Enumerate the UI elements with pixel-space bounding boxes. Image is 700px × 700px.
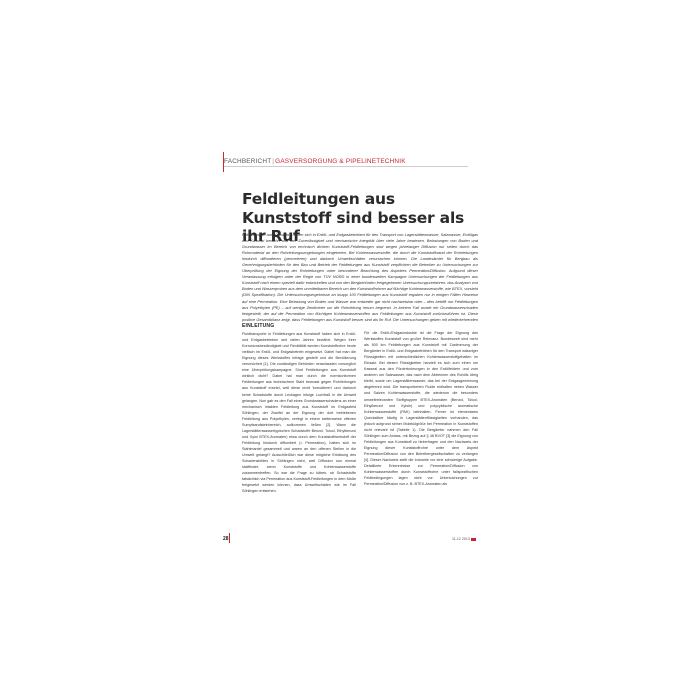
issue-date: 11-12 2013 — [452, 537, 470, 541]
publisher-logo-icon — [471, 538, 476, 541]
section-label: FACHBERICHT|GASVERSORGUNG & PIPELINETECHNIK — [224, 158, 406, 165]
section-category: FACHBERICHT — [224, 158, 272, 165]
article-title: Feldleitungen aus Kunststoff sind besser als ihr Ruf — [242, 190, 465, 245]
section-subcategory: GASVERSORGUNG & PIPELINETECHNIK — [275, 158, 406, 165]
section-rule — [224, 166, 468, 167]
issue-info — [452, 537, 476, 541]
page-number-rule — [229, 533, 230, 543]
body-text-left: Fluidtransporte in Feldleitungen aus Kunststoff haben sich in Erdöl- und Erdgasbetrieben seit vielen Jahren bewährt. Wegen ihrer Korrosionsbeständigkeit und Flexibilität werden Kunststoffrohre heute vielfach im Erdöl- und Erdgasbetrieb eingesetzt. Dabei hat man die Eignung dieses Werkstoffes infrage gestellt und die Bevölkerung verunsichert [1]. Die zuständigen Behörden veranlassten vorsorglich eine Überprüfungskampagne. Sind Feldleitungen aus Kunststoff wirklich dicht? Dabei hat man durch die normkonformen Feldleitungen aus technischem Stahl bewusst gegen Rohrleitungen aus Kunststoff ersetzt, weil diese nicht 'korrodieren' und dadurch keine Schadstoffe durch Leckagen infolge Lochfraß in die Umwelt gelangen. Nun gab es den Fall eines Grundwasserschadens an einer mechanisch intakten Feldleitung aus Kunststoff im Erdgasfeld Söhlingen, der Zweifel an der Eignung der dort betriebenen Feldleitung aus Polyethylen, verlegt in einem stellenweise offenen Sumpfsandsteinbereich, aufkommen ließen [2]. Wann die Lagerstättenwassertypischen Schadstoffe Benzol, Toluol, Ethylbenzol und Xylol BTEX-Aromaten) etwa durch dem Kunststoffwerkstoff der Feldleitung hindurch diffundiert (= Permeation), hatten sich im Stahlmantel gesammelt und waren an den offenen Stellen in die Umwelt gelangt? Ausschließlich war diese mögliche Erklärung des Schadensbildes in Söhlingen nicht, weil Diffusion nun einmal stattfindet, wenn Kunststoffe und Kohlenwasserstoffe zusammentreffen. So war die Frage zu klären, ob Schadstoffe tatsächlich via Permeation aus Kunststoff-Feldleitungen in dem Maße freigesetzt werden können, dass Umweltschäden wie im Fall Söhlingen entstehen. — [242, 332, 356, 494]
page-number: 28 — [223, 536, 229, 542]
article-lead: Feldleitungen aus Kunststoff haben sich in Erdöl- und Erdgasbetrieben für den Transport von Lagerstättenwasser, Salzwasser, Erdölgas und Kasseal bewährt und ihre Zuverlässigkeit und mechanische Integrität über viele Jahre bewiesen. Belastungen von Boden und Grundwasser im Bereich von technisch dichten Kunststoff-Feldleitungen sind wegen jahrelanger Diffusion nur selten durch das Rohrmaterial an den Rohrleitungsumgebungen eingetreten. Bei Kohlenwasserstoffe, die durch die Kunststoffwand der Rohrleitungen hindurch diffundieren (permeieren) und dadurch Umweltschäden verursachen können. Die Landesämter für Bergbau als Genehmigungsbehörden für den Bau und Betrieb der Feldleitungen aus Kunststoff verpflichten die Betreiber zu Untersuchungen zur Überprüfung der Eignung der Rohrleitungen unter besonderer Beachtung des Aspektes Permeation/Diffusion. Aufgrund dieser Veranlassung erfolgten unter der Regie von TÜV NORD in einer bundesweiten Kampagne Untersuchungen der Feldleitungen aus Kunststoff nach einem speziell dafür entwickelten und von den Bergbehörden freigegebenen Untersuchungsverfahren, das Analysen von Boden und Wasserproben aus dem unmittelbaren Bereich um den Kunststoffrohren auf flüchtige Kohlenwasserstoffe, wie BTEX, vorsieht (DIN Spezifikation). Die Untersuchungsergebnisse an knapp 100 Feldleitungen aus Kunststoff ergaben nur in einigen Fällen Hinweise auf eine Permeation. Eine Belastung von Boden und Wasser war entweder gar nicht nachweisbar oder – dies betrifft nur Feldleitungen aus Polyethylen (PE) – auf wenige Zentimeter um die Rohrleitung herum begrenzt. In keinem Fall wurde ein Grundwasserschaden festgestellt, der auf die Permeation von flüchtigen Kohlenwasserstoffen aus Feldleitungen aus Kunststoff zurückzuführen ist. Diese positive Gesamtbilanz zeigt, dass Feldleitungen aus Kunststoff besser sind als ihr Ruf. Die Untersuchungen geben mit wiederkehrenden — [242, 232, 478, 322]
section-heading: EINLEITUNG — [242, 323, 275, 329]
body-column-right — [364, 330, 478, 520]
body-text-right: Für die Erdöl-/Erdgasindustrie ist die Frage der Eignung des Werkstoffes Kunststoff von großer Relevanz. Bundesweit sind mehr als 500 km Feldleitungen aus Kunststoff mit Zustimmung der Bergämter in Erdöl- und Erdgasbetrieben für den Transport wässriger Flüssigkeiten mit unterschiedlichen Kohlenwasserstoffgehalten im Einsatz. Bei diesen Flüssigkeiten handelt es sich zum einen um Kasseal aus den Förderbohrungen in den Erdölfeldern und zum anderen um Salzwasser, das nach dem Abtrennen des Rohöls übrig bleibt, sowie um Lagerstättenwasser, das bei der Erdgasgewinnung abgetrennt wird. Die transportierten Fluide enthalten neben Wasser und Salzen Kohlenwasserstoffe, die wiederum die besonders umweltrelevanten Stoffgruppen BTEX-Aromaten (Benzol, Toluol, Ethylbenzol und Xylole) und polyzyklische aromatische Kohlenwasserstoffe (PAK) beinhalten. Ferner ist elementares Quecksilber häufig in Lagerstättenflüssigkeiten vorhanden, das jedoch aufgrund seiner Molekülgröße bei Permeation in Kunststoffen nicht relevant ist (Tabelle 1). Die Bergämter nahmen den Fall Söhlingen zum Anlass, mit Bezug auf § 48 BVOT [3] die Eignung von Feldleitungen aus Kunststoff zu hinterfragen und den Nachweis der Eignung dieser Kunststoffrohre unter dem Aspekt Permeation/Diffusion von den Betreibergesellschaften zu verlangen [4]. Dieser Nachweis stellt die Industrie vor eine schwierige Aufgabe. Detaillierte Erkenntnisse zur Permeation/Diffusion von Kohlenwasserstoffen durch Kunststoffrohre unter fallspezifischen Feldbedingungen lagen nicht vor. Untersuchungen zur Permeation/Diffusion von z. B. BTEX-Aromaten als — [364, 331, 478, 487]
body-column-left — [242, 323, 356, 517]
